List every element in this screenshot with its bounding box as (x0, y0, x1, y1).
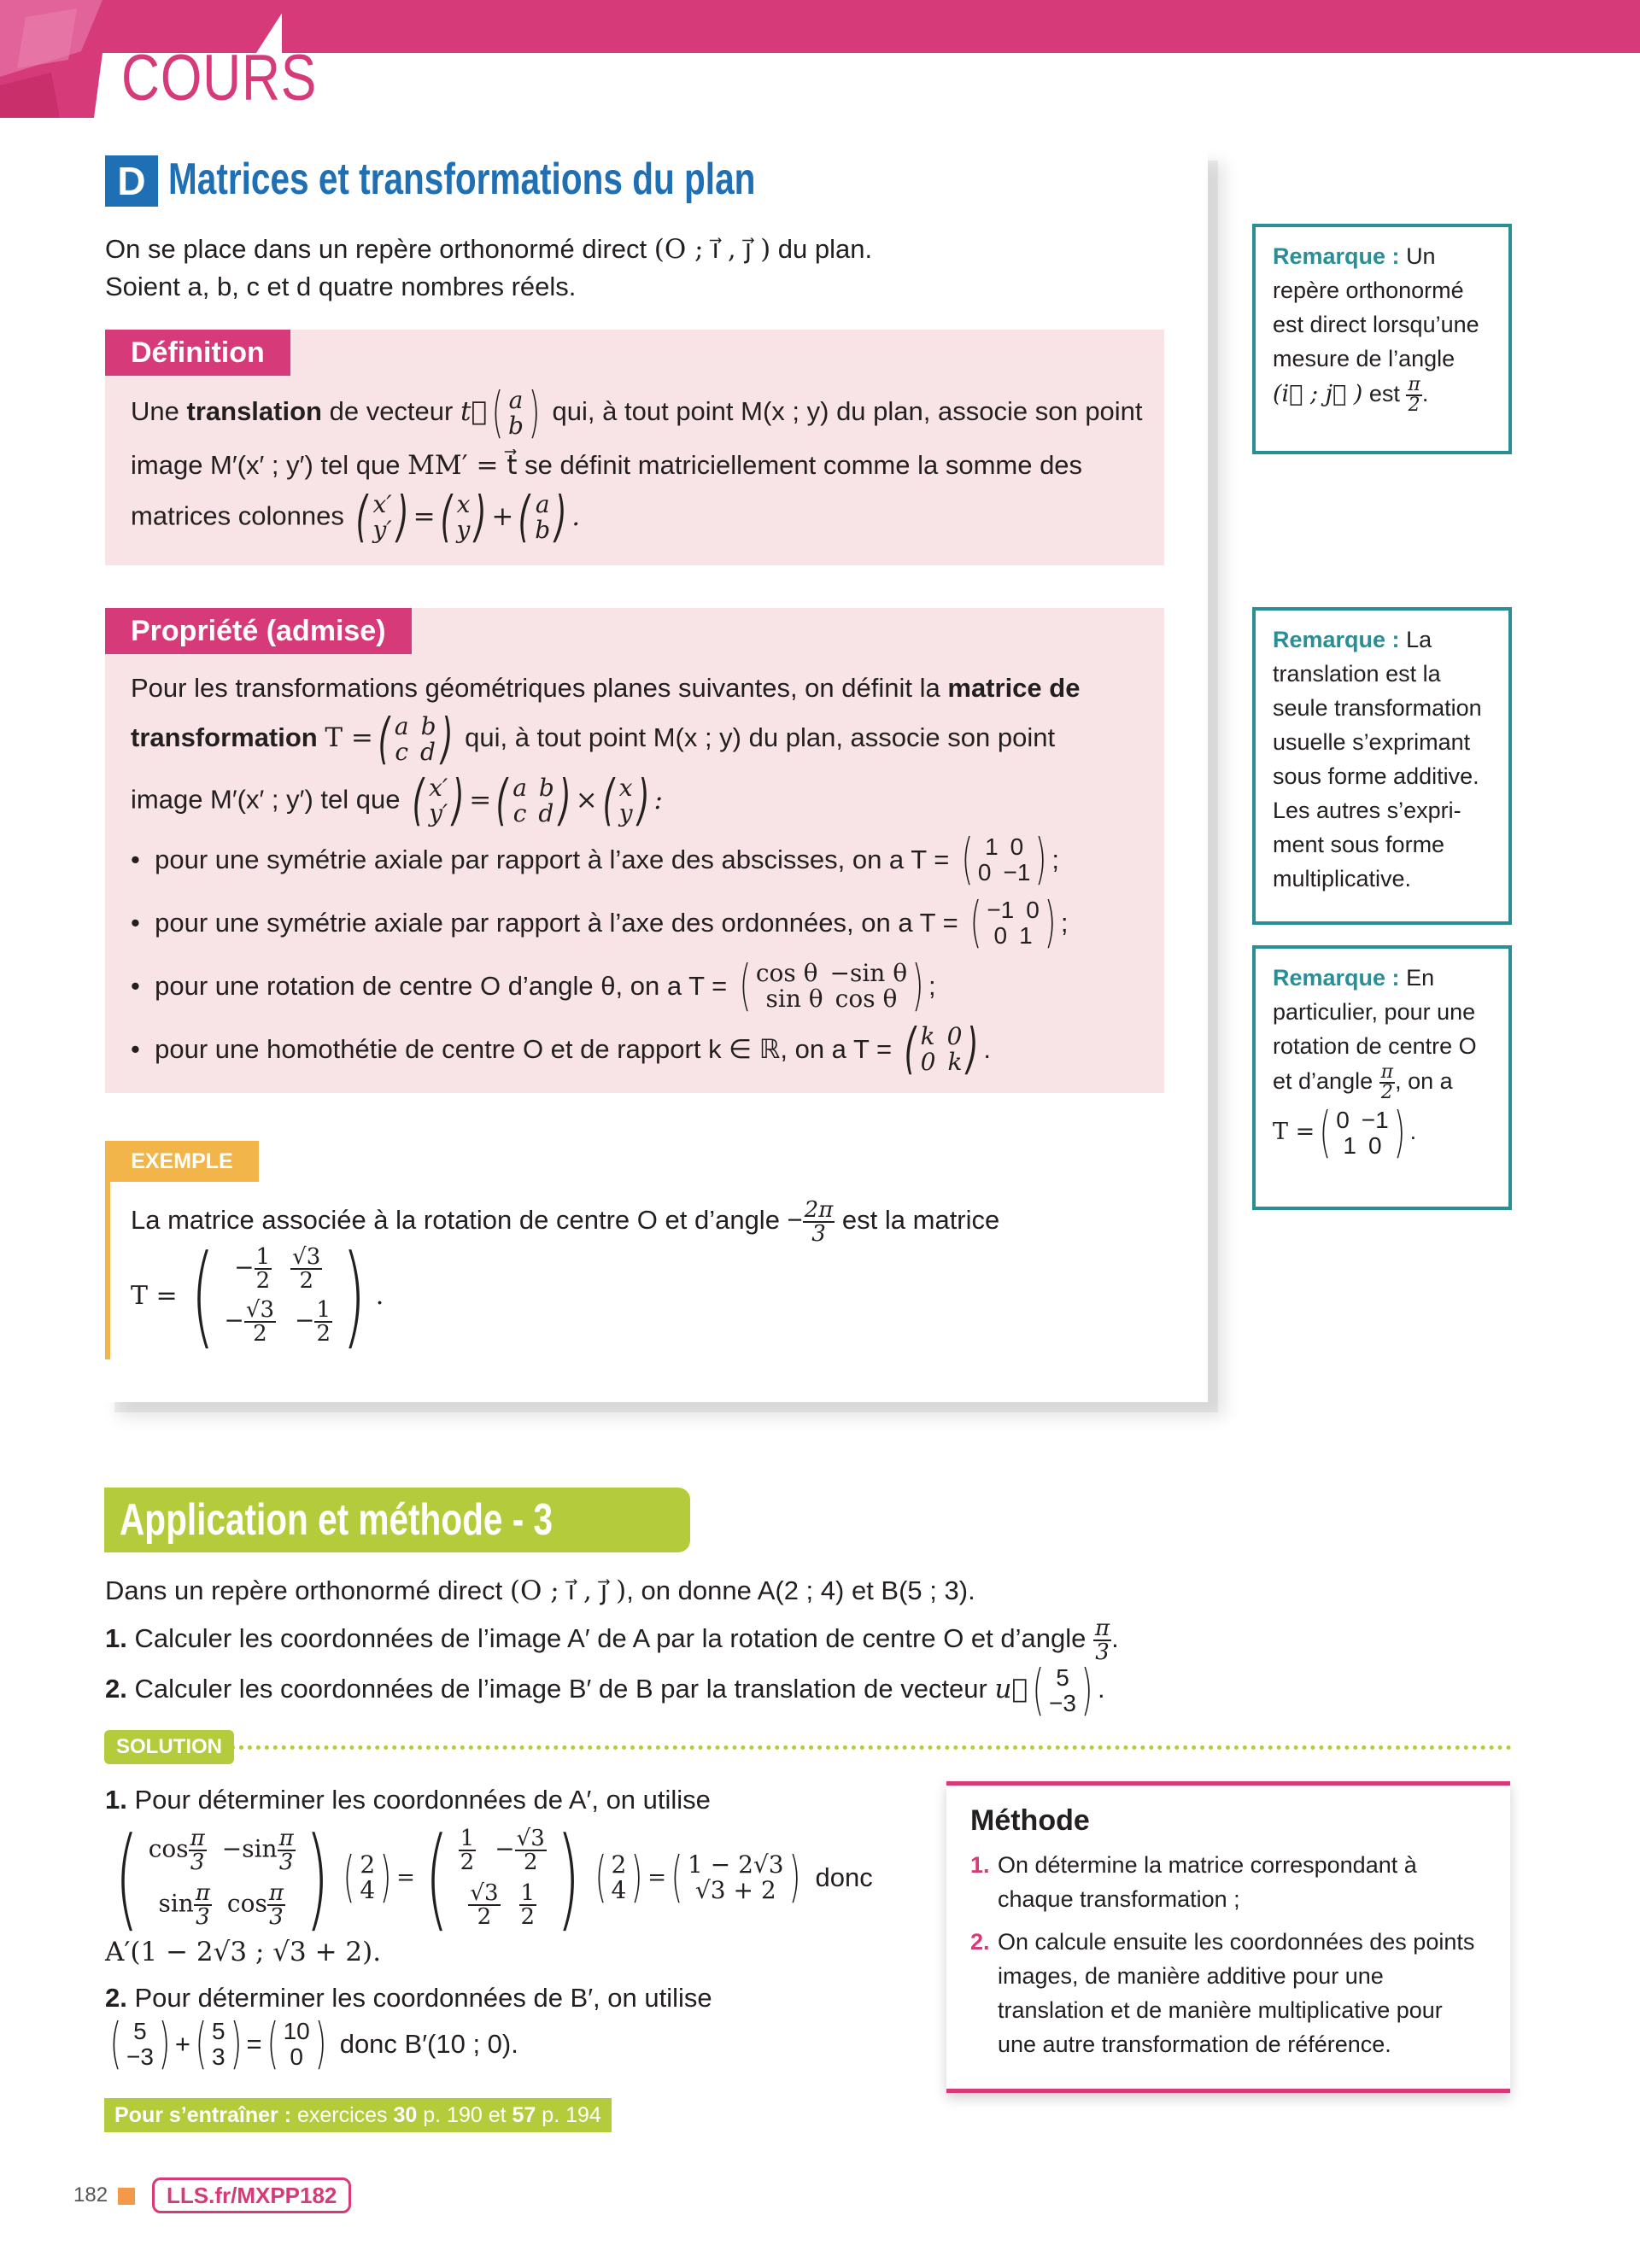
exemple-matrix: T = ( − $\frac{1}{2}$ $\frac{√3}{2}$ − $\frac{√3}{2}$ − $\frac{1}{2}$ ) . (131, 1230, 384, 1360)
exemple-tab: EXEMPLE (105, 1141, 259, 1182)
list-item: 1. On détermine la matrice correspondant à chaque transformation ; (970, 1852, 1417, 1912)
list-item: • pour une rotation de centre O d’angle θ, on a T = ( cos θ −sin θ sin θ cos θ ) ; (131, 955, 936, 1018)
rotation-computation: ( cos $\frac{\pi}{3}$ −sin $\frac{\pi}{3}$ sin $\frac{\pi}{3}$ cos $\frac{\pi}{3}$ ) ( 2 4 ) = ( $\frac{1}{2}$ − $\frac{√3}{2}$ $\frac{√3}{2}$ $\frac{1}{2}$ ) ( 2 4 ) = ( 1 − 2√3 √3 + 2 ) donc (114, 1813, 873, 1943)
section-title: Matrices et transformations du plan (168, 155, 756, 204)
page-number: 182 (73, 2183, 108, 2207)
definition-tab: Définition (105, 330, 290, 376)
list-item: • pour une symétrie axiale par rapport à l’axe des ordonnées, on a T = ( −1 0 0 1 ) ; (131, 891, 1069, 955)
header-bar (282, 0, 1640, 53)
column-sum-formula: ( x′ y′ ) = ( x y ) + ( a b ) . (356, 486, 581, 549)
definition-text: Une translation de vecteur t⃗ ( a b ) qui, à tout point M(x ; y) du plan, associe son point image M′(x′ ; y′) tel que MM′ = t⃗ se définit matriciellement comme la somme des matrices colonnes ( x′ y′ ) = ( x y ) + ( a b ) . (131, 382, 1143, 549)
footer-square-icon (118, 2188, 135, 2205)
list-item: 2. On calcule ensuite les coordonnées des points images, de manière additive pour une translation et de manière multiplicative pour une autre transformation de référence. (970, 1929, 1475, 2057)
application-title: Application et méthode - 3 (104, 1488, 690, 1552)
remark-box-3: Remarque : En particulier, pour une rotation de centre O et d’angle $\frac{\pi}{2}$ , on a T = ( 0 −1 1 0 ) . (1252, 945, 1512, 1210)
list-item: • pour une homothétie de centre O et de rapport k ∈ ℝ, on a T = ( k 0 0 k ) . (131, 1018, 992, 1081)
solution-tab: SOLUTION (104, 1730, 234, 1764)
application-statement: Dans un repère orthonormé direct (O ; i⃗ , j⃗ ), on donne A(2 ; 4) et B(5 ; 3). 1. Calculer les coordonnées de l’image A′ de A par la rotation de centre O et d’angle $\frac{\pi}{3}$ . 2. Calculer les coordonnées de l’image B′ de B par la translation de vecteur u⃗ ( 5 −3 ) . (105, 1575, 1119, 1722)
solution-divider (231, 1745, 1512, 1750)
remark-box-1: Remarque : Un repère orthonormé est direct lorsqu’une mesure de l’angle (i⃗ ; j⃗ ) est $\frac{\pi}{2}$ . (1252, 224, 1512, 454)
section-intro: On se place dans un repère orthonormé direct (O ; i⃗ , j⃗ ) du plan. Soient a, b, c et d quatre nombres réels. (105, 234, 873, 301)
solution-text: 1. Pour déterminer les coordonnées de A′, on utilise ( cos $\frac{\pi}{3}$ −sin $\frac{\pi}{3}$ sin $\frac{\pi}{3}$ cos $\frac{\pi}{3}$ ) ( 2 4 ) = ( $\frac{1}{2}$ − $\frac{√3}{2}$ $\frac{√3}{2}$ $\frac{1}{2}$ ) ( 2 4 ) = ( 1 − 2√3 √3 + 2 ) donc A′(1 − 2√3 ; √3 + 2). 2. Pour déterminer les coordonnées de B′, on utilise ( 5 −3 ) + ( 5 3 ) = ( 10 0 ) donc B′(10 ; 0). (105, 1781, 925, 2072)
property-text: Pour les transformations géométriques planes suivantes, on définit la matrice de transformation T = ( a b c d ) qui, à tout point M(x ; y) du plan, associe son point image M′(x′ ; y′) tel que ( x′ y′ ) = ( a b c d ) × ( x y ) : • pour une symétrie axiale par rapport à l’axe des abscisses, on a T = ( 1 0 0 −1 ) ; • pour une symétrie axiale par rapport à l’axe des ordonnées, on a T = ( −1 0 0 1 ) ; • pour une rotation de centre O d’angle θ, on a T = ( cos θ −sin θ sin θ cos θ ) ; • pour une homothétie de centre O et de rapport k ∈ ℝ, on a T = ( k 0 0 k ) . (131, 669, 1156, 1081)
transformation-formula: ( x′ y′ ) = ( a b c d ) × ( x y ) : (412, 769, 663, 833)
page-heading: COURS (121, 42, 318, 114)
training-banner[interactable]: Pour s’entraîner : exercices 30 p. 190 et 57 p. 194 (104, 2098, 612, 2132)
frame-notation: (O ; i⃗ , j⃗ ) (653, 234, 771, 265)
exemple-bar (105, 1182, 110, 1359)
vector-matrix: ( a b ) (491, 382, 541, 445)
exemple-text: La matrice associée à la rotation de centre O et d’angle − $\frac{2\pi}{3}$ est la matrice (131, 1197, 1000, 1247)
footer-link[interactable]: LLS.fr/MXPP182 (152, 2177, 351, 2213)
methode-title: Méthode (970, 1804, 1090, 1837)
methode-box (946, 1781, 1510, 2093)
section-letter: D (105, 155, 158, 207)
property-tab: Propriété (admise) (105, 608, 412, 654)
remark-box-2: Remarque : La translation est la seule transformation usuelle s’exprimant sous forme additive. Les autres s’expriment sous forme multiplicative. (1252, 607, 1512, 925)
translation-computation: ( 5 −3 ) + ( 5 3 ) = ( 10 0 ) donc B′(10 ; 0). (109, 2013, 518, 2076)
list-item: • pour une symétrie axiale par rapport à l’axe des abscisses, on a T = ( 1 0 0 −1 ) ; (131, 828, 1060, 891)
